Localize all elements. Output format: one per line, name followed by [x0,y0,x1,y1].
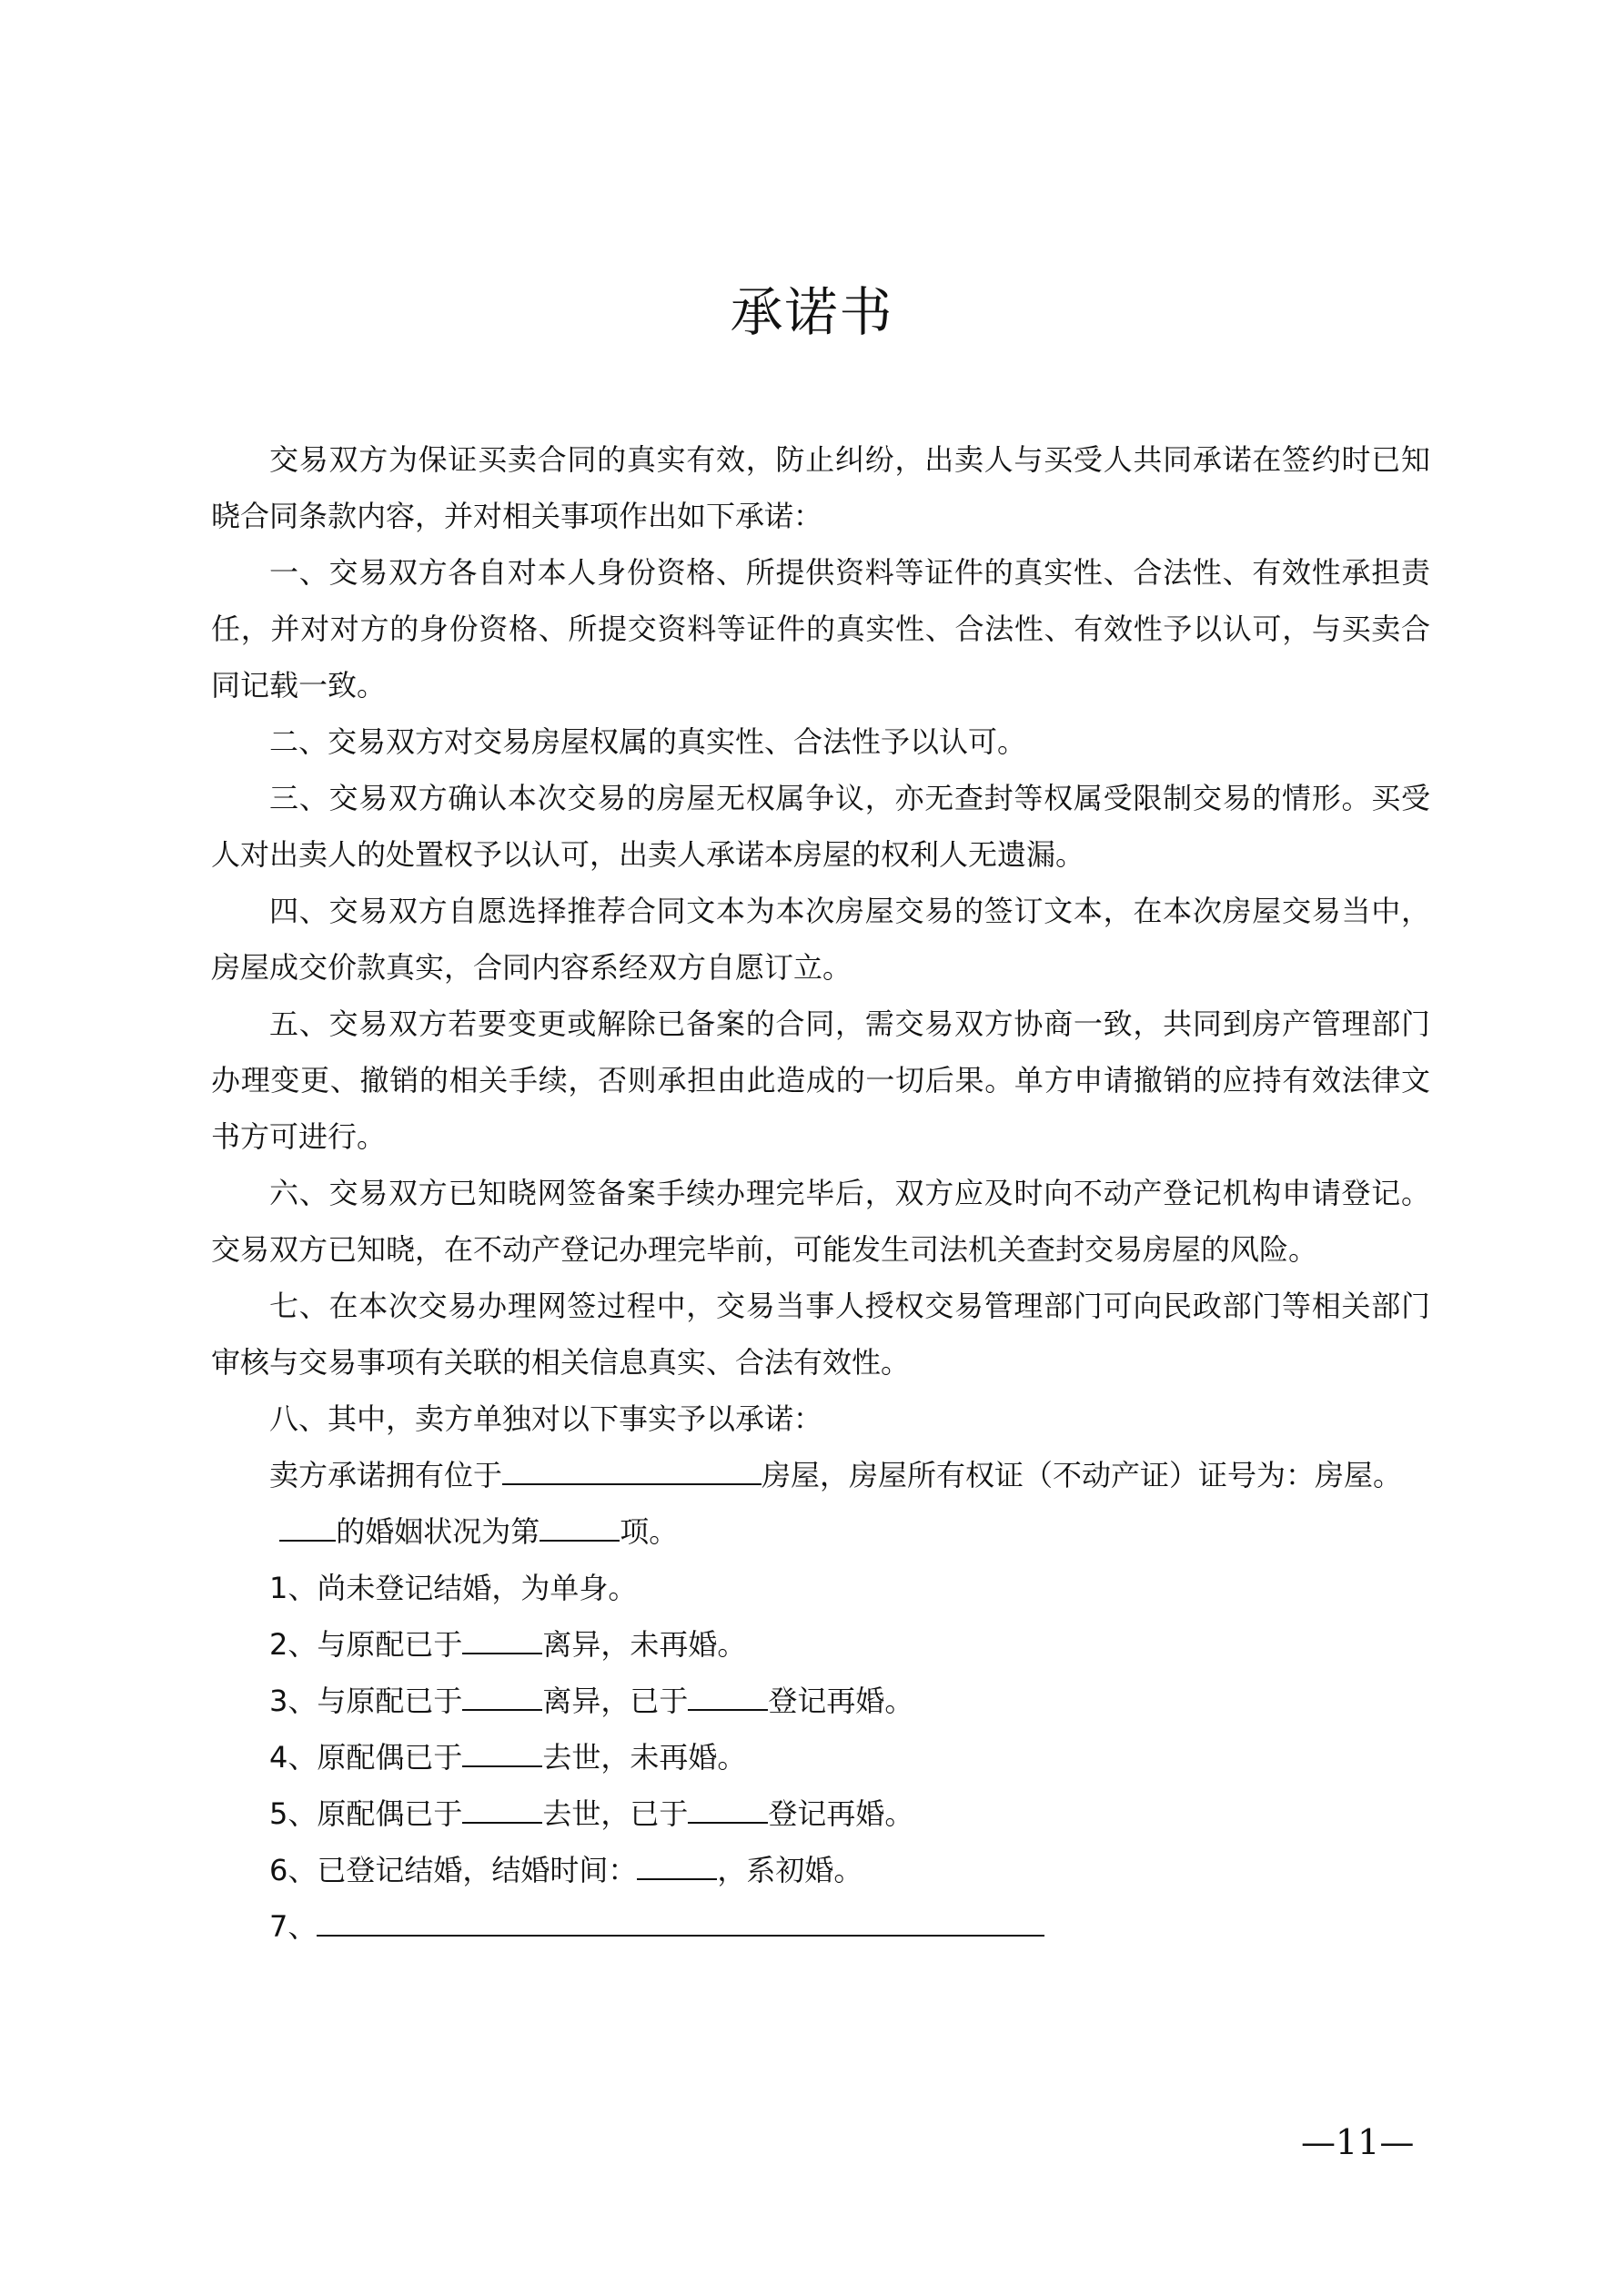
clause-2: 二、交易双方对交易房屋权属的真实性、合法性予以认可。 [269,724,1027,759]
option-5: 5、原配偶已于 去世，已于 登记再婚。 [269,1796,914,1831]
option-4: 4、原配偶已于 去世，未再婚。 [269,1740,747,1775]
option-1: 1、尚未登记结婚，为单身。 [269,1571,638,1605]
seller-commitment: 卖方承诺拥有位于 房屋，房屋所有权证（不动产证）证号为：房屋。 [269,1458,1403,1492]
document-title: 承诺书 [730,281,894,343]
other-status-blank[interactable] [317,1907,1044,1937]
intro-paragraph: 交易双方为保证买卖合同的真实有效，防止纠纷，出卖人与买受人共同承诺在签约时已知晓合同条款内容，并对相关事项作出如下承诺： [211,442,1430,533]
clause-8: 八、其中，卖方单独对以下事实予以承诺： [269,1401,823,1436]
divorce-date-blank[interactable] [462,1625,542,1654]
clause-7: 七、在本次交易办理网签过程中，交易当事人授权交易管理部门可向民政部门等相关部门审核与交易事项有关联的相关信息真实、合法有效性。 [211,1289,1430,1380]
item-number-blank[interactable] [540,1512,620,1542]
option-7: 7、 [211,1898,1430,1955]
option-6: 6、已登记结婚，结婚时间： ，系初婚。 [269,1853,863,1887]
document-body [211,431,1430,1955]
remarriage-date-blank[interactable] [688,1682,768,1711]
clause-6: 六、交易双方已知晓网签备案手续办理完毕后，双方应及时向不动产登记机构申请登记。交易双方已知晓，在不动产登记办理完毕前，可能发生司法机关查封交易房屋的风险。 [211,1176,1430,1267]
property-location-blank[interactable] [502,1456,762,1485]
name-blank[interactable] [279,1512,336,1542]
option-3: 3、与原配已于 离异，已于 登记再婚。 [269,1684,914,1718]
remarriage-date-blank[interactable] [688,1795,768,1824]
marital-status-line: 的婚姻状况为第 项。 [211,1503,1430,1560]
clause-5: 五、交易双方若要变更或解除已备案的合同，需交易双方协商一致，共同到房产管理部门办理变更、撤销的相关手续，否则承担由此造成的一切后果。单方申请撤销的应持有效法律文书方可进行。 [211,1006,1430,1154]
page-number: —11— [1301,2122,1415,2162]
clause-1: 一、交易双方各自对本人身份资格、所提供资料等证件的真实性、合法性、有效性承担责任，并对对方的身份资格、所提交资料等证件的真实性、合法性、有效性予以认可，与买卖合同记载一致。 [211,555,1430,703]
divorce-date-blank[interactable] [462,1682,542,1711]
clause-4: 四、交易双方自愿选择推荐合同文本为本次房屋交易的签订文本，在本次房屋交易当中，房屋成交价款真实，合同内容系经双方自愿订立。 [211,894,1430,985]
option-2: 2、与原配已于 离异，未再婚。 [269,1627,747,1662]
death-date-blank[interactable] [462,1738,542,1767]
clause-3: 三、交易双方确认本次交易的房屋无权属争议，亦无查封等权属受限制交易的情形。买受人对出卖人的处置权予以认可，出卖人承诺本房屋的权利人无遗漏。 [211,781,1430,872]
marriage-date-blank[interactable] [637,1851,717,1880]
death-date-blank[interactable] [462,1795,542,1824]
